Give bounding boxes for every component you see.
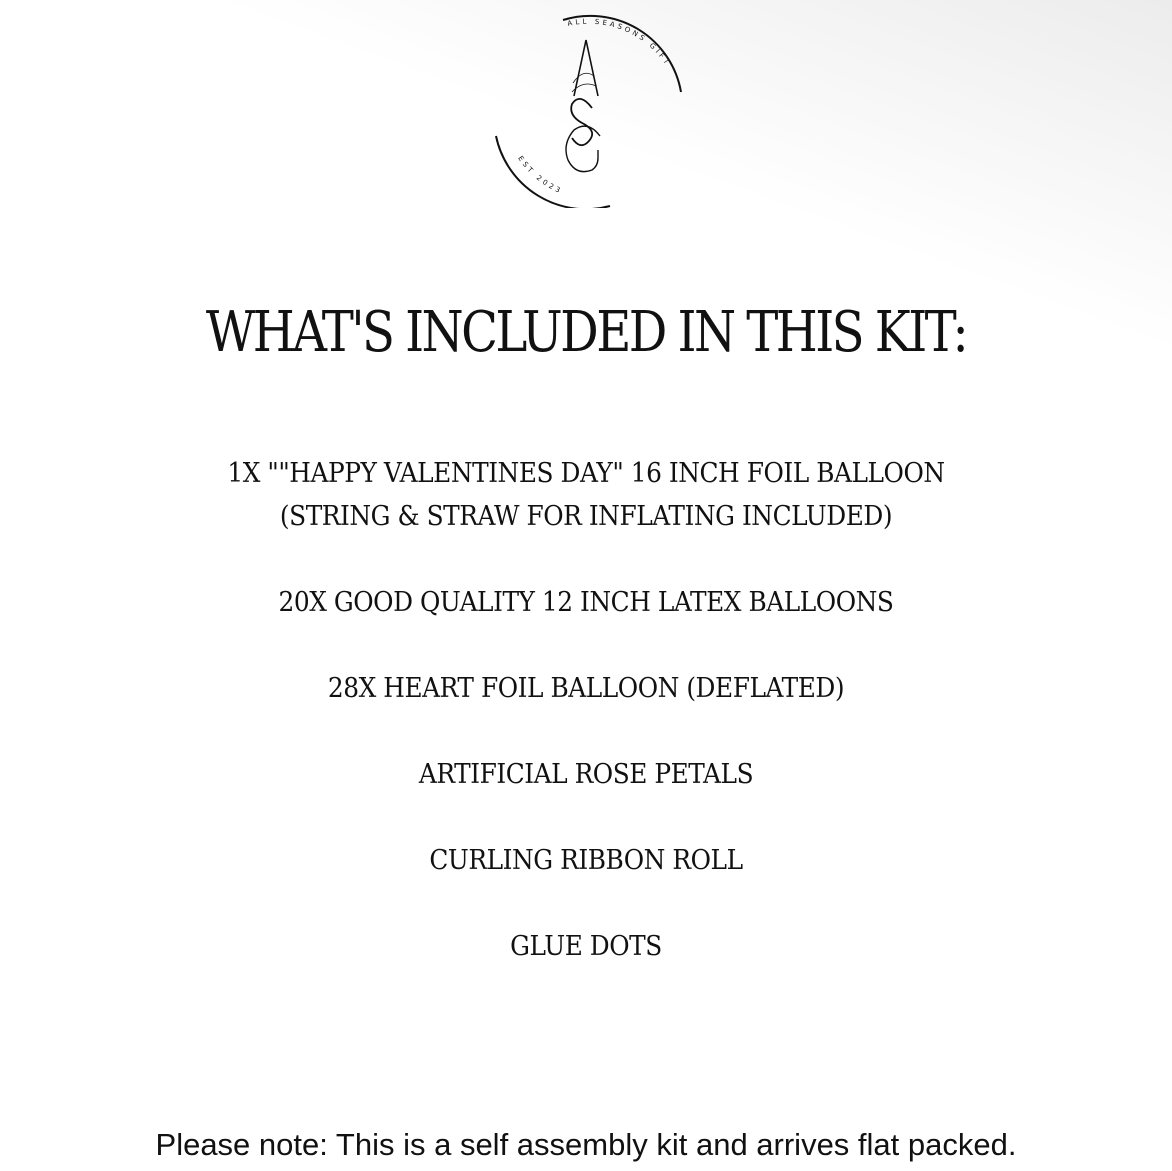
list-item <box>47 667 1125 710</box>
list-item <box>47 581 1125 624</box>
logo-arc-bottom-text: EST 2023 <box>516 154 565 196</box>
svg-text:EST 2023 <box>516 155 564 196</box>
item-line: 20X GOOD QUALITY 12 INCH LATEX BALLOONS <box>278 587 894 618</box>
kit-contents-list <box>0 452 1172 968</box>
page-heading: WHAT'S INCLUDED IN THIS KIT: <box>205 300 967 365</box>
item-line: GLUE DOTS <box>510 931 662 962</box>
monogram-logo-icon <box>488 8 688 208</box>
item-line: (STRING & STRAW FOR INFLATING INCLUDED) <box>279 501 893 532</box>
item-line: 28X HEART FOIL BALLOON (DEFLATED) <box>327 673 845 704</box>
brand-logo <box>488 8 688 208</box>
item-line: ARTIFICIAL ROSE PETALS <box>418 759 754 790</box>
assembly-note: Please note: This is a self assembly kit and arrives flat packed. <box>155 1127 1017 1162</box>
item-line: CURLING RIBBON ROLL <box>429 845 743 876</box>
logo-arc-top-text: ALL SEASONS GIFT <box>566 17 673 69</box>
item-line: 1X ""HAPPY VALENTINES DAY" 16 INCH FOIL BALLOON <box>227 458 945 489</box>
list-item <box>47 753 1125 796</box>
list-item <box>47 452 1125 538</box>
list-item <box>47 925 1125 968</box>
list-item <box>47 839 1125 882</box>
